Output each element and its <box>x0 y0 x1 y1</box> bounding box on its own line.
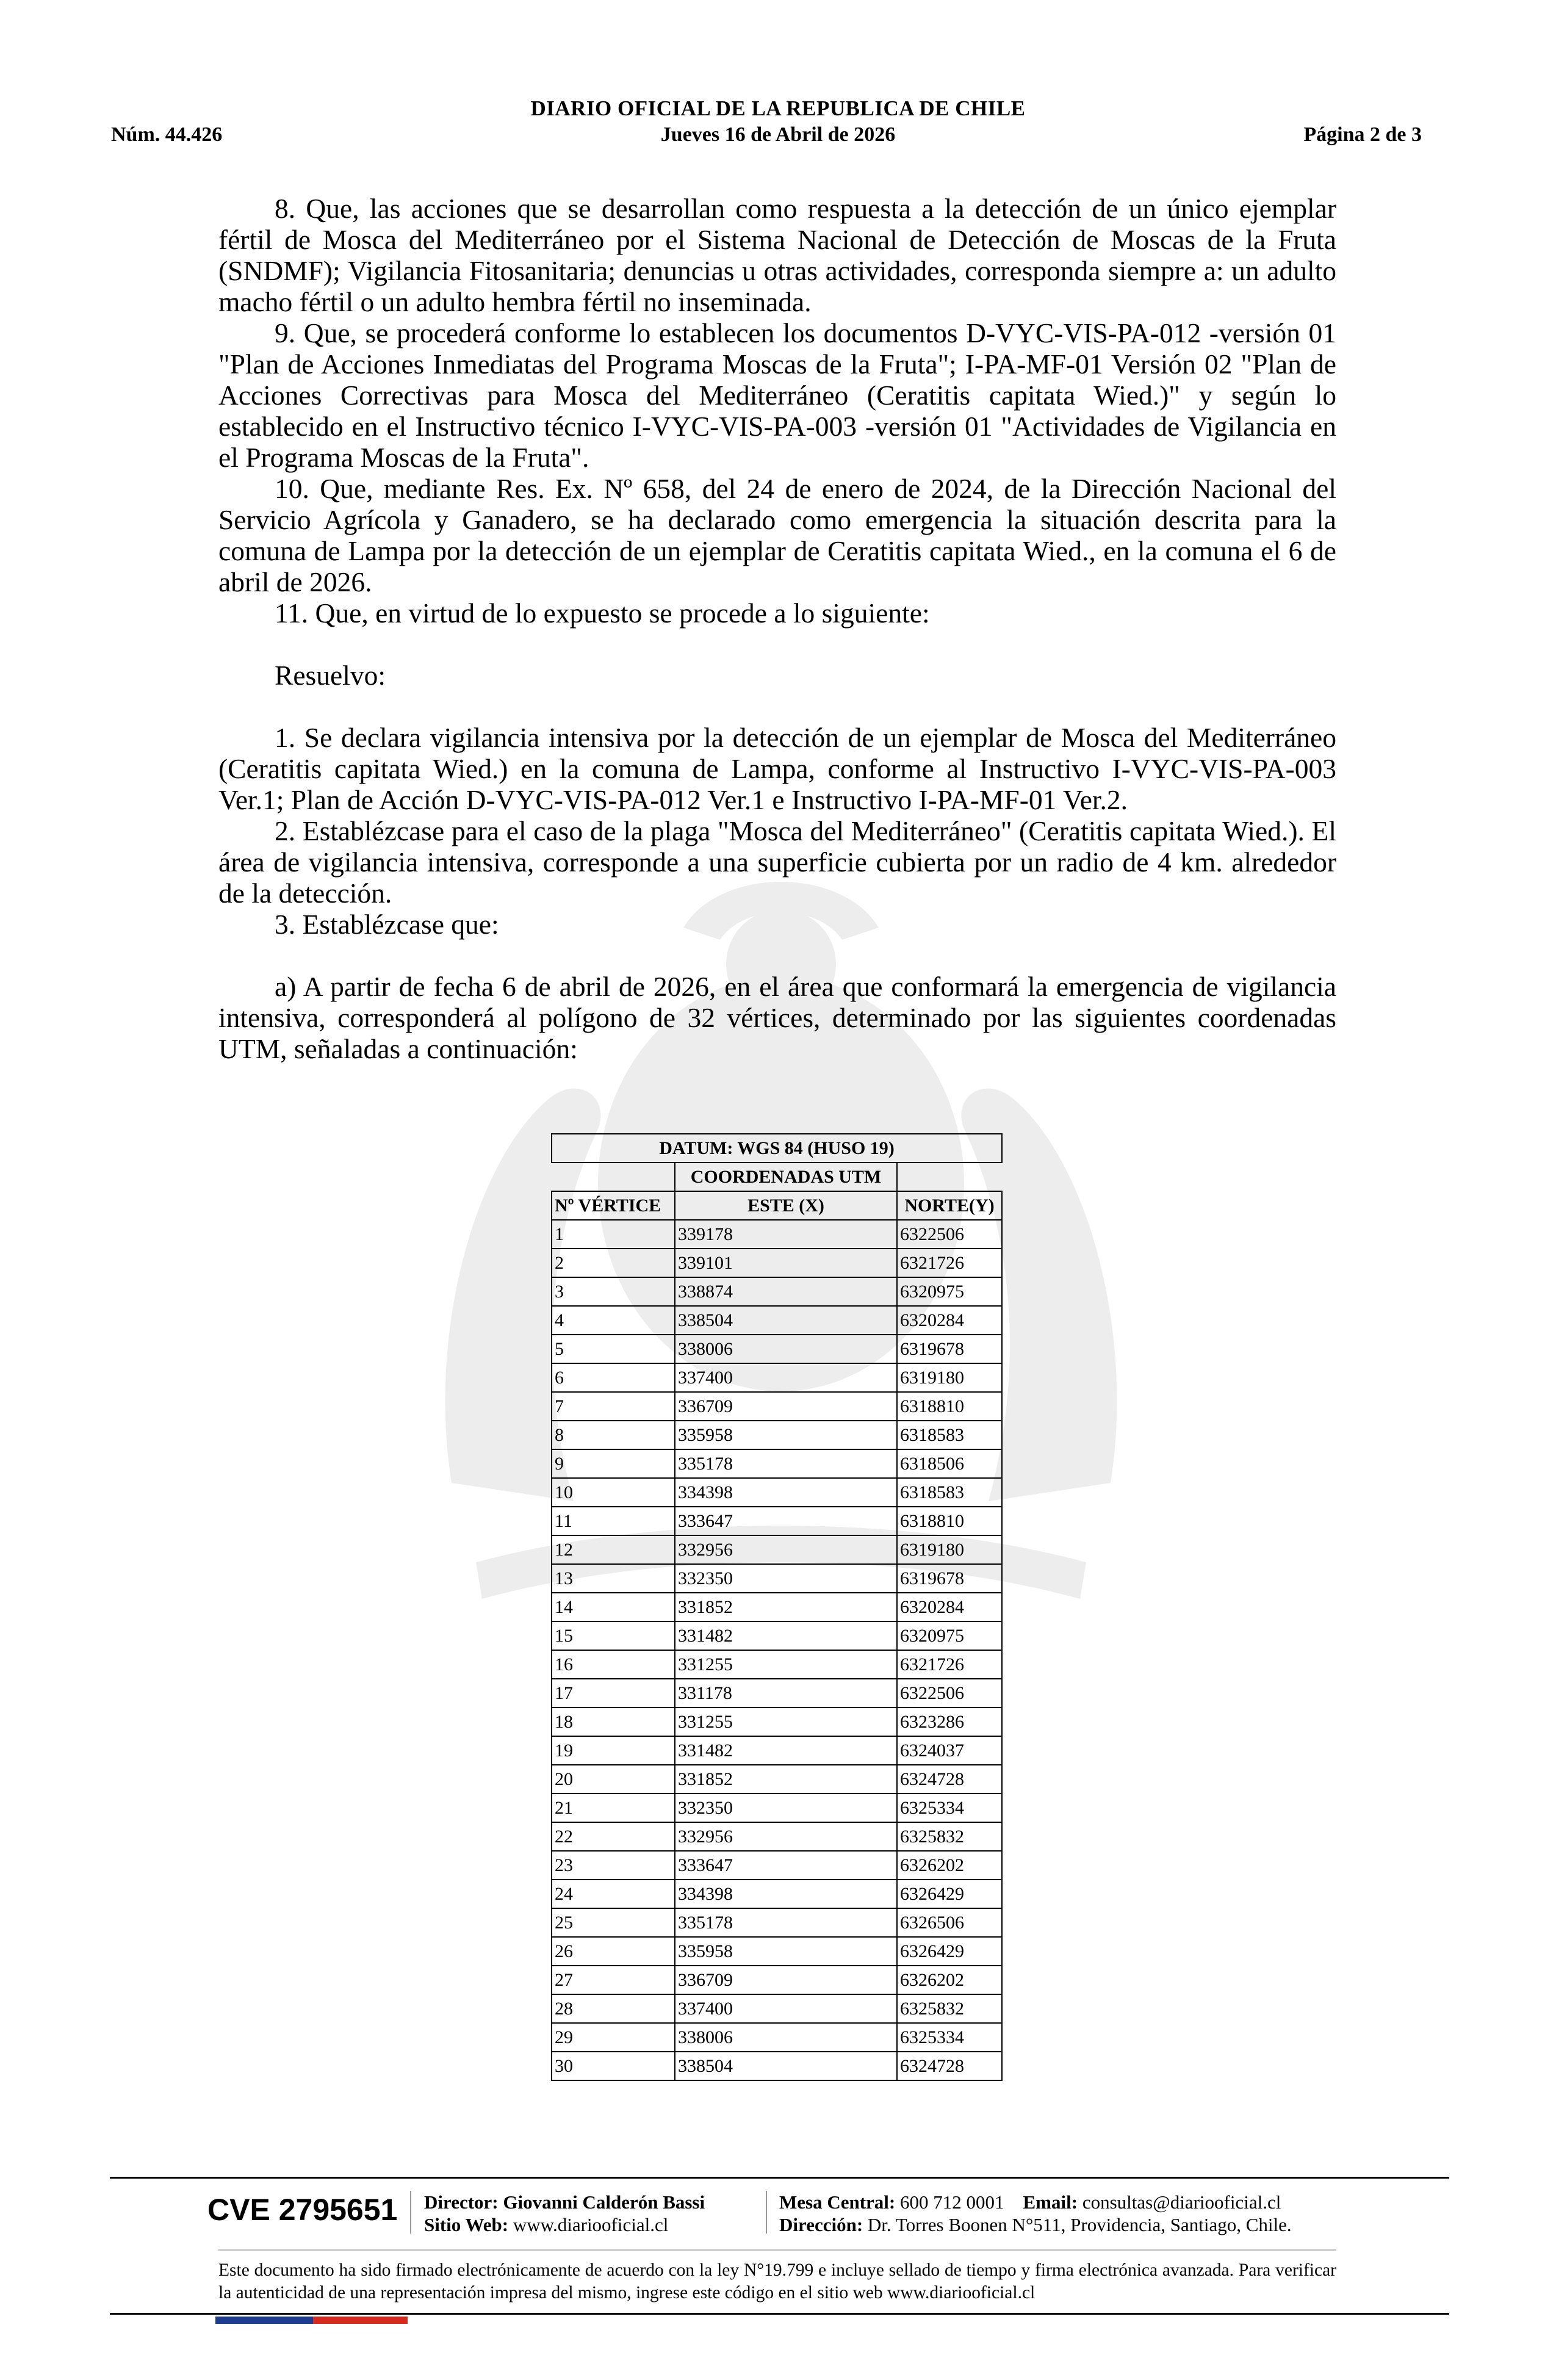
document-body <box>218 193 1336 1064</box>
north-cell: 6318810 <box>897 1507 1002 1535</box>
north-cell: 6318583 <box>897 1421 1002 1449</box>
vertex-cell: 15 <box>552 1621 675 1650</box>
table-row <box>552 1880 1002 1908</box>
table-row <box>552 1966 1002 1994</box>
north-cell: 6321726 <box>897 1650 1002 1679</box>
table-row <box>552 1650 1002 1679</box>
vertex-cell: 23 <box>552 1851 675 1880</box>
east-cell: 331482 <box>675 1736 897 1765</box>
vertex-cell: 5 <box>552 1335 675 1363</box>
east-cell: 335958 <box>675 1937 897 1966</box>
east-cell: 331482 <box>675 1621 897 1650</box>
vertex-cell: 25 <box>552 1908 675 1937</box>
north-cell: 6324728 <box>897 2052 1002 2080</box>
table-row <box>552 1363 1002 1392</box>
table-row <box>552 1335 1002 1363</box>
footer-divider <box>766 2191 767 2234</box>
table-row <box>552 1220 1002 1249</box>
footer-top-rule <box>110 2177 1449 2179</box>
north-cell: 6326506 <box>897 1908 1002 1937</box>
east-cell: 339101 <box>675 1249 897 1277</box>
vertex-cell: 20 <box>552 1765 675 1794</box>
north-cell: 6324037 <box>897 1736 1002 1765</box>
flag-bar-blue <box>215 2317 313 2324</box>
vertex-cell: 27 <box>552 1966 675 1994</box>
table-row <box>552 1392 1002 1421</box>
east-cell: 338006 <box>675 1335 897 1363</box>
table-row <box>552 1736 1002 1765</box>
vertex-cell: 9 <box>552 1449 675 1478</box>
vertex-cell: 10 <box>552 1478 675 1507</box>
table-row <box>552 1478 1002 1507</box>
north-cell: 6323286 <box>897 1707 1002 1736</box>
table-datum-header: DATUM: WGS 84 (HUSO 19) <box>552 1134 1002 1163</box>
east-cell: 331255 <box>675 1707 897 1736</box>
east-cell: 332350 <box>675 1794 897 1822</box>
east-cell: 338504 <box>675 2052 897 2080</box>
north-cell: 6326202 <box>897 1851 1002 1880</box>
table-row <box>552 1765 1002 1794</box>
east-cell: 337400 <box>675 1363 897 1392</box>
north-cell: 6325334 <box>897 1794 1002 1822</box>
table-row <box>552 1707 1002 1736</box>
footer-divider <box>410 2191 411 2234</box>
east-cell: 331255 <box>675 1650 897 1679</box>
table-row <box>552 1822 1002 1851</box>
vertex-cell: 30 <box>552 2052 675 2080</box>
table-row <box>552 1306 1002 1335</box>
vertex-cell: 7 <box>552 1392 675 1421</box>
vertex-cell: 4 <box>552 1306 675 1335</box>
vertex-cell: 22 <box>552 1822 675 1851</box>
vertex-cell: 8 <box>552 1421 675 1449</box>
north-cell: 6325832 <box>897 1994 1002 2023</box>
table-row <box>552 2052 1002 2080</box>
east-cell: 333647 <box>675 1851 897 1880</box>
east-cell: 338006 <box>675 2023 897 2052</box>
footer-director: Director: Giovanni Calderón Bassi Sitio Web: www.diariooficial.cl <box>424 2191 705 2235</box>
north-cell: 6319678 <box>897 1564 1002 1593</box>
east-cell: 332956 <box>675 1535 897 1564</box>
east-cell: 335958 <box>675 1421 897 1449</box>
footer-contact: Mesa Central: 600 712 0001 Email: consultas@diariooficial.cl Dirección: Dr. Torres Boonen N°511, Providencia, Santiago, Chile. <box>779 2191 1292 2235</box>
east-cell: 333647 <box>675 1507 897 1535</box>
table-row <box>552 1593 1002 1621</box>
paragraph-9: 9. Que, se procederá conforme lo establecen los documentos D-VYC-VIS-PA-012 -versión 01 "Plan de Acciones Inmediatas del Programa Moscas de la Fruta"; I-PA-MF-01 Versión 02 "Plan de Acciones Correctivas para Mosca del Mediterráneo (Ceratitis capitata Wied.)" y según lo establecido en el Instructivo técnico I-VYC-VIS-PA-003 -versión 01 "Actividades de Vigilancia en el Programa Moscas de la Fruta". <box>218 317 1336 473</box>
north-cell: 6326429 <box>897 1937 1002 1966</box>
table-row <box>552 1421 1002 1449</box>
north-cell: 6320975 <box>897 1621 1002 1650</box>
vertex-cell: 24 <box>552 1880 675 1908</box>
footer-mid-rule <box>218 2249 1336 2251</box>
paragraph-8: 8. Que, las acciones que se desarrollan como respuesta a la detección de un único ejemplar fértil de Mosca del Mediterráneo por el Sistema Nacional de Detección de Moscas de la Fruta (SNDMF); Vigilancia Fitosanitaria; denuncias u otras actividades, corresponda siempre a: un adulto macho fértil o un adulto hembra fértil no inseminada. <box>218 193 1336 317</box>
table-row <box>552 1621 1002 1650</box>
east-cell: 336709 <box>675 1966 897 1994</box>
north-cell: 6320284 <box>897 1306 1002 1335</box>
issue-number: Núm. 44.426 <box>111 123 223 146</box>
east-cell: 338874 <box>675 1277 897 1306</box>
north-cell: 6326202 <box>897 1966 1002 1994</box>
table-group-header: COORDENADAS UTM <box>675 1163 897 1191</box>
vertex-cell: 21 <box>552 1794 675 1822</box>
north-cell: 6318583 <box>897 1478 1002 1507</box>
north-cell: 6322506 <box>897 1679 1002 1707</box>
table-row <box>552 1679 1002 1707</box>
north-cell: 6320975 <box>897 1277 1002 1306</box>
paragraph-10: 10. Que, mediante Res. Ex. Nº 658, del 24 de enero de 2024, de la Dirección Nacional del Servicio Agrícola y Ganadero, se ha declarado como emergencia la situación descrita para la comuna de Lampa por la detección de un ejemplar de Ceratitis capitata Wied., en la comuna el 6 de abril de 2026. <box>218 473 1336 597</box>
vertex-cell: 12 <box>552 1535 675 1564</box>
footer-bottom-rule <box>110 2313 1449 2315</box>
north-cell: 6319180 <box>897 1363 1002 1392</box>
vertex-cell: 19 <box>552 1736 675 1765</box>
east-cell: 331852 <box>675 1765 897 1794</box>
east-cell: 337400 <box>675 1994 897 2023</box>
resuelvo-heading: Resuelvo: <box>275 660 386 691</box>
vertex-cell: 13 <box>552 1564 675 1593</box>
vertex-cell: 18 <box>552 1707 675 1736</box>
table-row <box>552 1277 1002 1306</box>
east-cell: 331178 <box>675 1679 897 1707</box>
table-row <box>552 1507 1002 1535</box>
north-cell: 6318810 <box>897 1392 1002 1421</box>
column-header-east: ESTE (X) <box>675 1191 897 1220</box>
east-cell: 334398 <box>675 1478 897 1507</box>
website-link[interactable]: www.diariooficial.cl <box>513 2214 669 2235</box>
table-row <box>552 1994 1002 2023</box>
issue-date: Jueves 16 de Abril de 2026 <box>660 123 896 146</box>
north-cell: 6319180 <box>897 1535 1002 1564</box>
table-row <box>552 1851 1002 1880</box>
legal-notice: Este documento ha sido firmado electrónicamente de acuerdo con la ley N°19.799 e incluye sellado de tiempo y firma electrónica avanzada. Para verificar la autenticidad de una representación impresa del mismo, ingrese este código en el sitio web www.diariooficial.cl <box>218 2260 1336 2302</box>
flag-bar-red <box>313 2317 408 2324</box>
vertex-cell: 3 <box>552 1277 675 1306</box>
east-cell: 331852 <box>675 1593 897 1621</box>
resolution-2: 2. Establézcase para el caso de la plaga "Mosca del Mediterráneo" (Ceratitis capitata Wied.). El área de vigilancia intensiva, corresponde a una superficie cubierta por un radio de 4 km. alrededor de la detección. <box>218 815 1336 909</box>
table-row <box>552 1908 1002 1937</box>
north-cell: 6322506 <box>897 1220 1002 1249</box>
table-row <box>552 1794 1002 1822</box>
north-cell: 6320284 <box>897 1593 1002 1621</box>
resolution-3a: a) A partir de fecha 6 de abril de 2026, en el área que conformará la emergencia de vigilancia intensiva, corresponderá al polígono de 32 vértices, determinado por las siguientes coordenadas UTM, señaladas a continuación: <box>218 971 1336 1064</box>
east-cell: 334398 <box>675 1880 897 1908</box>
column-header-vertex: Nº VÉRTICE <box>552 1191 675 1220</box>
east-cell: 332350 <box>675 1564 897 1593</box>
column-header-north: NORTE(Y) <box>897 1191 1002 1220</box>
table-row <box>552 1535 1002 1564</box>
north-cell: 6318506 <box>897 1449 1002 1478</box>
east-cell: 339178 <box>675 1220 897 1249</box>
vertex-cell: 14 <box>552 1593 675 1621</box>
cve-code: CVE 2795651 <box>207 2193 398 2227</box>
vertex-cell: 11 <box>552 1507 675 1535</box>
vertex-cell: 29 <box>552 2023 675 2052</box>
vertex-cell: 1 <box>552 1220 675 1249</box>
resolution-3: 3. Establézcase que: <box>275 909 499 940</box>
vertex-cell: 16 <box>552 1650 675 1679</box>
north-cell: 6325334 <box>897 2023 1002 2052</box>
page-indicator: Página 2 de 3 <box>1303 123 1422 146</box>
north-cell: 6324728 <box>897 1765 1002 1794</box>
north-cell: 6321726 <box>897 1249 1002 1277</box>
table-row <box>552 2023 1002 2052</box>
coordinates-table <box>551 1133 1003 2081</box>
table-row <box>552 1249 1002 1277</box>
east-cell: 332956 <box>675 1822 897 1851</box>
vertex-cell: 17 <box>552 1679 675 1707</box>
north-cell: 6319678 <box>897 1335 1002 1363</box>
table-row <box>552 1937 1002 1966</box>
east-cell: 336709 <box>675 1392 897 1421</box>
vertex-cell: 26 <box>552 1937 675 1966</box>
north-cell: 6325832 <box>897 1822 1002 1851</box>
table-row <box>552 1449 1002 1478</box>
vertex-cell: 28 <box>552 1994 675 2023</box>
east-cell: 335178 <box>675 1449 897 1478</box>
north-cell: 6326429 <box>897 1880 1002 1908</box>
newspaper-title: DIARIO OFICIAL DE LA REPUBLICA DE CHILE <box>530 96 1026 120</box>
table-row <box>552 1564 1002 1593</box>
resolution-1: 1. Se declara vigilancia intensiva por la detección de un ejemplar de Mosca del Mediterráneo (Ceratitis capitata Wied.) en la comuna de Lampa, conforme al Instructivo I-VYC-VIS-PA-003 Ver.1; Plan de Acción D-VYC-VIS-PA-012 Ver.1 e Instructivo I-PA-MF-01 Ver.2. <box>218 722 1336 815</box>
vertex-cell: 6 <box>552 1363 675 1392</box>
east-cell: 335178 <box>675 1908 897 1937</box>
paragraph-11: 11. Que, en virtud de lo expuesto se procede a lo siguiente: <box>275 597 930 629</box>
vertex-cell: 2 <box>552 1249 675 1277</box>
email-link[interactable]: consultas@diariooficial.cl <box>1082 2191 1281 2213</box>
east-cell: 338504 <box>675 1306 897 1335</box>
